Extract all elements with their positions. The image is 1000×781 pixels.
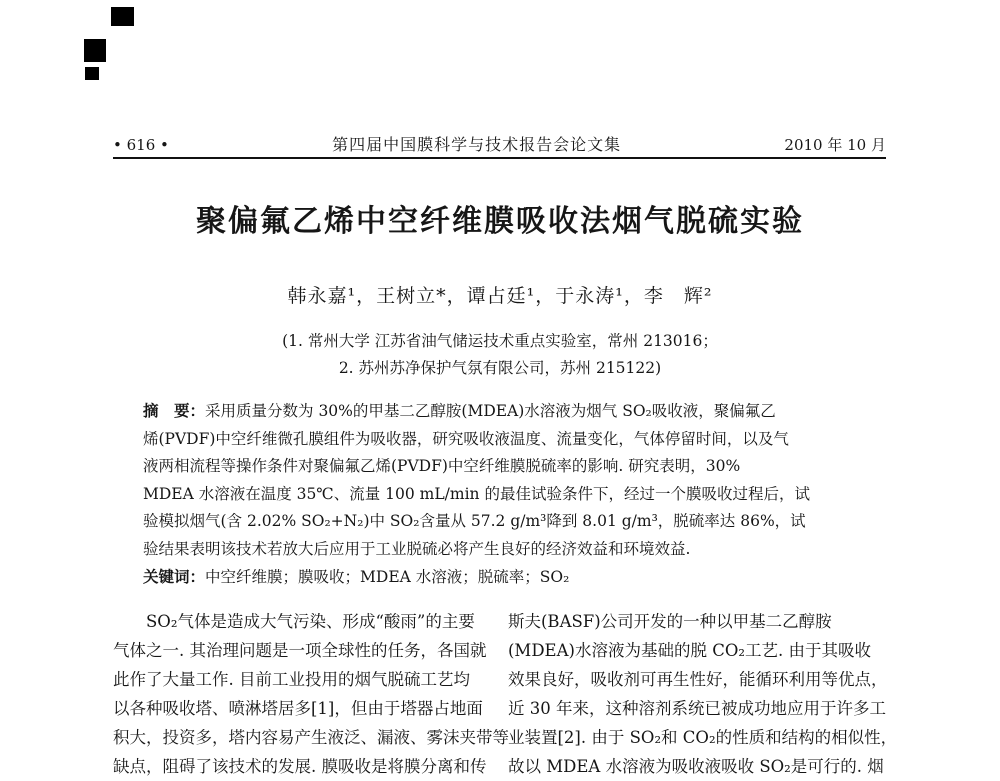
article-title: 聚偏氟乙烯中空纤维膜吸收法烟气脱硫实验 (196, 204, 804, 239)
body-text-line: 斯夫(BASF)公司开发的一种以甲基二乙醇胺 (508, 612, 832, 631)
abstract-line (143, 397, 859, 426)
body-column-right (508, 607, 898, 781)
abstract-label: 摘 要： (143, 401, 206, 420)
abstract-line: MDEA 水溶液在温度 35℃、流量 100 mL/min 的最佳试验条件下，经过一个膜吸收过程后，试 (143, 484, 810, 503)
abstract-line: 验结果表明该技术若放大后应用于工业脱硫必将产生良好的经济效益和环境效益. (143, 539, 691, 558)
body-text-line: 以各种吸收塔、喷淋塔居多[1]，但由于塔器占地面 (113, 699, 483, 718)
body-text-line: 近 30 年来，这种溶剂系统已被成功地应用于许多工 (508, 699, 886, 718)
scan-artifact (84, 39, 106, 62)
author-line: 韩永嘉¹，王树立*，谭占廷¹，于永涛¹，李 辉² (287, 285, 713, 307)
body-text-line: 业装置[2]. 由于 SO₂和 CO₂的性质和结构的相似性， (508, 728, 898, 747)
issue-date: 2010 年 10 月 (784, 136, 886, 154)
body-text-line: 效果良好，吸收剂可再生性好，能循环利用等优点， (508, 670, 888, 689)
affiliation-line: 2. 苏州苏净保护气氛有限公司，苏州 215122) (338, 359, 662, 377)
body-text-line: 气体之一. 其治理问题是一项全球性的任务，各国就 (113, 641, 487, 660)
body-column-left (113, 607, 509, 781)
keywords-text: 中空纤维膜；膜吸收；MDEA 水溶液；脱硫率；SO₂ (205, 568, 570, 586)
abstract-line: 液两相流程等操作条件对聚偏氟乙烯(PVDF)中空纤维膜脱硫率的影响. 研究表明，30% (143, 457, 741, 475)
proceedings-title: 第四届中国膜科学与技术报告会论文集 (332, 135, 622, 154)
scan-artifact (111, 7, 134, 26)
page-header (113, 132, 886, 155)
body-text-line: (MDEA)水溶液为基础的脱 CO₂工艺. 由于其吸收 (508, 641, 871, 660)
header-rule (113, 157, 886, 159)
scan-artifact (85, 67, 99, 80)
abstract-line: 验模拟烟气(含 2.02% SO₂+N₂)中 SO₂含量从 57.2 g/m³降到 8.01 g/m³，脱硫率达 86%，试 (143, 512, 806, 530)
keywords-label: 关键词： (143, 567, 206, 586)
affiliation-line: (1. 常州大学 江苏省油气储运技术重点实验室，常州 213016； (282, 332, 718, 350)
abstract-line: 烯(PVDF)中空纤维微孔膜组件为吸收器，研究吸收液温度、流量变化，气体停留时间，以及气 (143, 429, 789, 448)
body-text-line: 此作了大量工作. 目前工业投用的烟气脱硫工艺均 (113, 670, 470, 689)
keywords-line (143, 563, 859, 592)
abstract-text: 采用质量分数为 30%的甲基二乙醇胺(MDEA)水溶液为烟气 SO₂吸收液，聚偏氟乙 (205, 402, 776, 420)
body-text-line: 故以 MDEA 水溶液为吸收液吸收 SO₂是可行的. 烟 (508, 757, 884, 776)
abstract-section (143, 397, 859, 592)
body-text-line: SO₂气体是造成大气污染、形成“酸雨”的主要 (113, 612, 475, 631)
page-number: • 616 • (113, 136, 169, 154)
body-text-line: 缺点，阻碍了该技术的发展. 膜吸收是将膜分离和传 (113, 757, 487, 776)
body-text-line: 积大，投资多，塔内容易产生液泛、漏液、雾沫夹带等 (113, 728, 509, 747)
